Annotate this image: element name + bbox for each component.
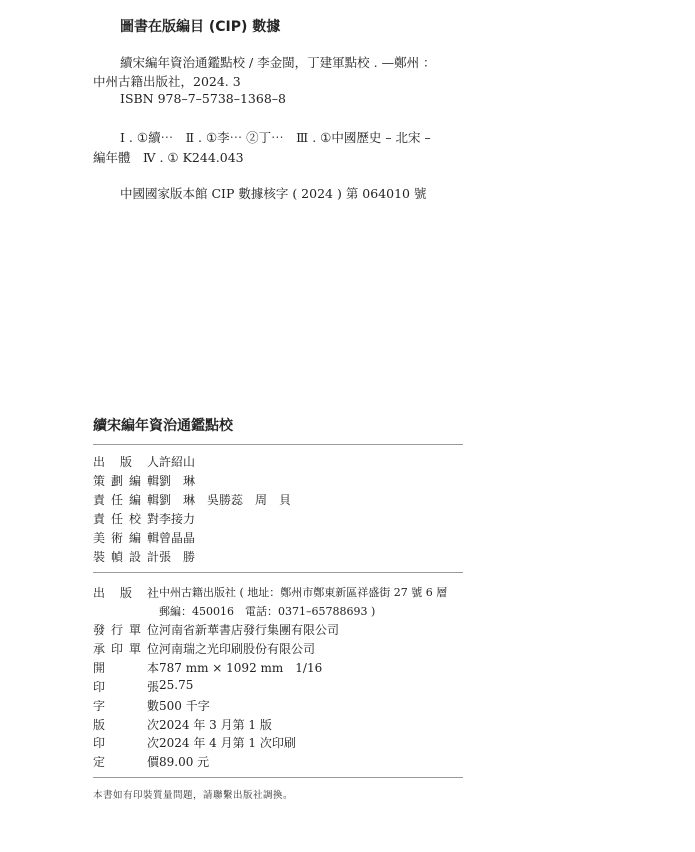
staff-row <box>93 510 196 527</box>
pub-value: 2024 年 3 月第 1 版 <box>159 718 272 732</box>
pub-value: 河南省新華書店發行集團有限公司 <box>159 623 340 637</box>
staff-row <box>93 491 292 508</box>
pub-row <box>93 716 272 733</box>
pub-label: 定價 <box>93 755 159 769</box>
cip-bibliographic-line-1: 續宋編年資治通鑑點校 / 李金閩，丁建軍點校 . —鄭州 ： <box>120 55 436 70</box>
pub-value: 787 mm × 1092 mm 1/16 <box>159 661 323 675</box>
cip-bibliographic-line-2: 中州古籍出版社，2024. 3 <box>93 74 241 89</box>
pub-row <box>93 734 296 751</box>
staff-label: 美術編輯 <box>93 531 159 545</box>
cip-record-number: 中國國家版本館 CIP 數據核字 ( 2024 ) 第 064010 號 <box>120 186 427 201</box>
staff-value: 劉 琳 <box>159 474 196 488</box>
pub-row <box>93 697 210 714</box>
staff-row <box>93 453 196 470</box>
pub-value: 500 千字 <box>159 699 210 713</box>
divider-middle <box>93 572 463 573</box>
staff-label: 策劃編輯 <box>93 474 159 488</box>
staff-row <box>93 472 196 489</box>
staff-value: 許紹山 <box>159 455 196 469</box>
divider-top <box>93 444 463 445</box>
pub-label: 字數 <box>93 699 159 713</box>
pub-value: 25.75 <box>159 678 194 692</box>
publisher-contact: 郵編：450016 電話：0371–65788693 ) <box>159 605 376 618</box>
cip-classification-line-1: Ⅰ . ①續⋯ Ⅱ . ①李⋯ ②丁⋯ Ⅲ . ①中國歷史 – 北宋 – <box>120 130 431 145</box>
footer-note: 本書如有印裝質量問題，請聯繫出版社調換。 <box>93 790 294 801</box>
pub-row <box>93 753 210 770</box>
staff-label: 出版人 <box>93 455 159 469</box>
staff-value: 劉 琳 吳勝蕊 周 貝 <box>159 493 292 507</box>
cip-classification-line-2: 編年體 Ⅳ . ① K244.043 <box>93 150 244 165</box>
book-title: 續宋編年資治通鑑點校 <box>93 418 233 434</box>
pub-label: 印張 <box>93 680 159 694</box>
staff-label: 責任編輯 <box>93 493 159 507</box>
pub-value: 2024 年 4 月第 1 次印刷 <box>159 736 296 750</box>
pub-row <box>93 640 316 657</box>
pub-label: 發行單位 <box>93 623 159 637</box>
publisher-label: 出版社 <box>93 586 159 600</box>
staff-value: 張 勝 <box>159 550 196 564</box>
staff-label: 裝幀設計 <box>93 550 159 564</box>
staff-value: 曾晶晶 <box>159 531 196 545</box>
staff-row <box>93 529 196 546</box>
pub-row <box>93 659 323 676</box>
divider-bottom <box>93 777 463 778</box>
publisher-value: 中州古籍出版社 ( 地址：鄭州市鄭東新區祥盛街 27 號 6 層 <box>159 586 448 599</box>
staff-row <box>93 548 196 565</box>
pub-label: 印次 <box>93 736 159 750</box>
publisher-row <box>93 584 448 601</box>
pub-row <box>93 678 194 695</box>
pub-value: 河南瑞之光印刷股份有限公司 <box>159 642 316 656</box>
pub-value: 89.00 元 <box>159 755 210 769</box>
pub-label: 承印單位 <box>93 642 159 656</box>
cip-title: 圖書在版編目 (CIP) 數據 <box>120 19 281 35</box>
cip-isbn: ISBN 978–7–5738–1368–8 <box>120 91 286 106</box>
staff-value: 李接力 <box>159 512 196 526</box>
pub-row <box>93 621 340 638</box>
staff-label: 責任校對 <box>93 512 159 526</box>
pub-label: 開本 <box>93 661 159 675</box>
pub-label: 版次 <box>93 718 159 732</box>
